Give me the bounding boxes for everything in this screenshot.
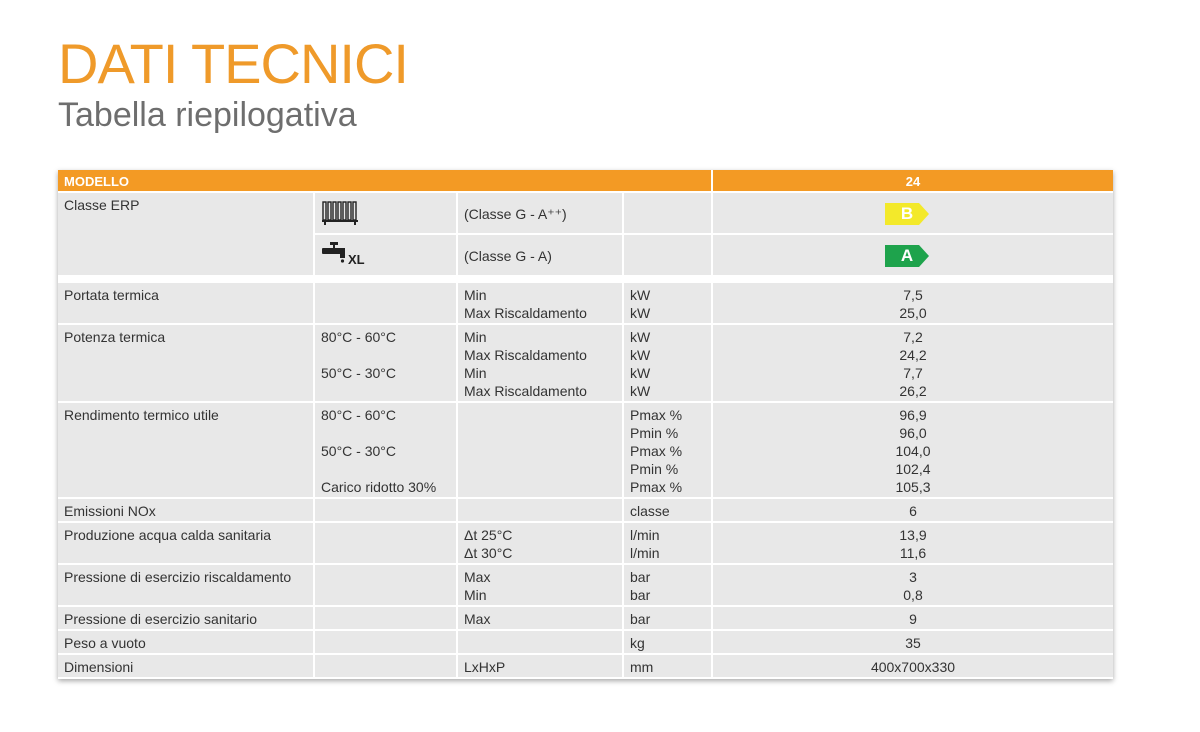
row-type: Min Max Riscaldamento bbox=[458, 283, 624, 325]
row-value: 3 0,8 bbox=[713, 565, 1113, 607]
row-condition: 80°C - 60°C 50°C - 30°C Carico ridotto 30% bbox=[315, 403, 458, 499]
row-value: 6 bbox=[713, 499, 1113, 523]
page-subtitle: Tabella riepilogativa bbox=[58, 96, 357, 134]
table-row-portata-termica bbox=[58, 283, 1113, 325]
tech-data-table bbox=[58, 170, 1113, 679]
row-condition bbox=[315, 655, 458, 679]
row-type bbox=[458, 499, 624, 523]
energy-badge-a: A bbox=[885, 245, 919, 267]
row-unit: bar bbox=[624, 607, 713, 631]
table-row-pressione-di-esercizio-riscaldamento bbox=[58, 565, 1113, 607]
table-row-produzione-acqua-calda-sanitaria bbox=[58, 523, 1113, 565]
row-type: Max Min bbox=[458, 565, 624, 607]
row-unit: mm bbox=[624, 655, 713, 679]
row-unit: classe bbox=[624, 499, 713, 523]
page-title: DATI TECNICI bbox=[58, 32, 408, 95]
row-unit: kW kW kW kW bbox=[624, 325, 713, 403]
row-label: Potenza termica bbox=[58, 325, 315, 403]
row-value: 35 bbox=[713, 631, 1113, 655]
table-row-rendimento-termico-utile bbox=[58, 403, 1113, 499]
row-condition: 80°C - 60°C 50°C - 30°C bbox=[315, 325, 458, 403]
row-value: 7,2 24,2 7,7 26,2 bbox=[713, 325, 1113, 403]
row-type bbox=[458, 403, 624, 499]
erp-water-unit bbox=[624, 235, 713, 277]
model-label: MODELLO bbox=[58, 170, 713, 193]
row-unit: l/min l/min bbox=[624, 523, 713, 565]
tap-xl-label: XL bbox=[348, 252, 365, 267]
tap-cell bbox=[315, 235, 458, 277]
table-header-row bbox=[58, 170, 1113, 193]
row-unit: bar bar bbox=[624, 565, 713, 607]
row-label: Peso a vuoto bbox=[58, 631, 315, 655]
table-row-pressione-di-esercizio-sanitario bbox=[58, 607, 1113, 631]
row-type: Min Max Riscaldamento Min Max Riscaldamento bbox=[458, 325, 624, 403]
erp-water-range: (Classe G - A) bbox=[458, 235, 624, 277]
tap-icon bbox=[321, 239, 373, 269]
erp-heating-range: (Classe G - A⁺⁺) bbox=[458, 193, 624, 235]
table-row-dimensioni bbox=[58, 655, 1113, 679]
table-row-emissioni-nox bbox=[58, 499, 1113, 523]
row-unit: Pmax % Pmin % Pmax % Pmin % Pmax % bbox=[624, 403, 713, 499]
row-condition bbox=[315, 607, 458, 631]
erp-heating-unit bbox=[624, 193, 713, 235]
radiator-icon bbox=[321, 199, 359, 225]
row-label: Rendimento termico utile bbox=[58, 403, 315, 499]
row-condition bbox=[315, 565, 458, 607]
row-value: 400x700x330 bbox=[713, 655, 1113, 679]
row-value: 7,5 25,0 bbox=[713, 283, 1113, 325]
row-condition bbox=[315, 499, 458, 523]
table-row-erp-heating bbox=[58, 193, 1113, 235]
row-label: Dimensioni bbox=[58, 655, 315, 679]
row-label: Pressione di esercizio riscaldamento bbox=[58, 565, 315, 607]
row-type: Max bbox=[458, 607, 624, 631]
radiator-cell bbox=[315, 193, 458, 235]
row-label: Emissioni NOx bbox=[58, 499, 315, 523]
erp-label: Classe ERP bbox=[58, 193, 315, 277]
erp-heating-value bbox=[713, 193, 1113, 235]
row-type: LxHxP bbox=[458, 655, 624, 679]
row-type bbox=[458, 631, 624, 655]
table-row-potenza-termica bbox=[58, 325, 1113, 403]
table-row-peso-a-vuoto bbox=[58, 631, 1113, 655]
energy-badge-b: B bbox=[885, 203, 919, 225]
row-value: 96,9 96,0 104,0 102,4 105,3 bbox=[713, 403, 1113, 499]
row-label: Pressione di esercizio sanitario bbox=[58, 607, 315, 631]
row-unit: kg bbox=[624, 631, 713, 655]
row-label: Portata termica bbox=[58, 283, 315, 325]
row-type: Δt 25°C Δt 30°C bbox=[458, 523, 624, 565]
model-value: 24 bbox=[713, 170, 1113, 193]
row-condition bbox=[315, 631, 458, 655]
row-label: Produzione acqua calda sanitaria bbox=[58, 523, 315, 565]
row-value: 9 bbox=[713, 607, 1113, 631]
row-value: 13,9 11,6 bbox=[713, 523, 1113, 565]
row-condition bbox=[315, 523, 458, 565]
row-condition bbox=[315, 283, 458, 325]
row-unit: kW kW bbox=[624, 283, 713, 325]
erp-water-value bbox=[713, 235, 1113, 277]
